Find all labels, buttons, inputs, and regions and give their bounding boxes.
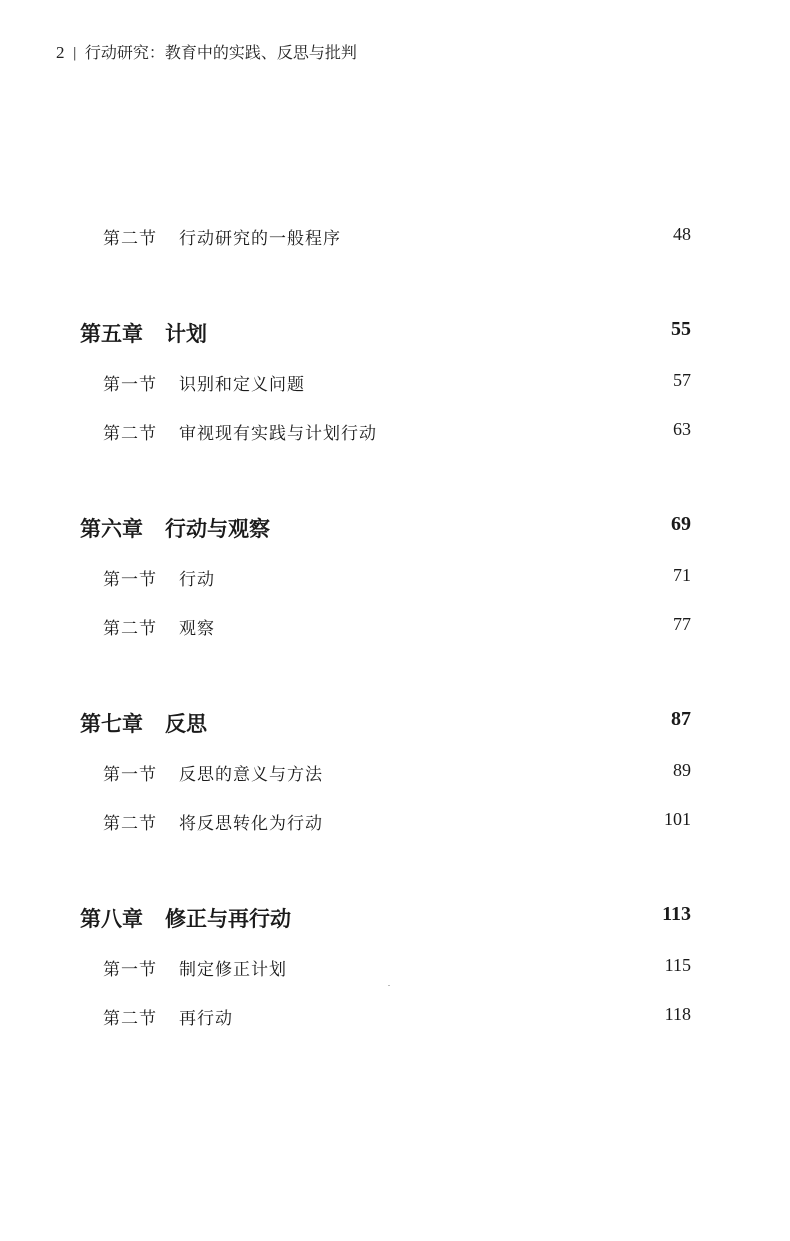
toc-section-entry[interactable] xyxy=(0,614,790,644)
toc-section-entry[interactable] xyxy=(0,809,790,839)
section-title: 制定修正计划 xyxy=(179,960,287,980)
toc-entry-label-group xyxy=(80,708,207,738)
section-number: 第一节 xyxy=(103,960,157,980)
chapter-title: 反思 xyxy=(165,711,207,736)
toc-entry-label-group xyxy=(103,1004,233,1029)
chapter-number: 第五章 xyxy=(80,321,143,346)
section-page-number: 48 xyxy=(673,224,691,244)
toc-entry-label-group xyxy=(103,955,287,980)
toc-chapter-entry[interactable] xyxy=(0,903,790,933)
chapter-number: 第七章 xyxy=(80,711,143,736)
section-page-number: 71 xyxy=(673,565,691,585)
section-page-number: 77 xyxy=(673,614,691,634)
chapter-page-number: 113 xyxy=(662,903,691,925)
chapter-title: 计划 xyxy=(165,321,207,346)
section-number: 第一节 xyxy=(103,375,157,395)
toc-chapter-entry[interactable] xyxy=(0,513,790,543)
section-number: 第二节 xyxy=(103,619,157,639)
section-page-number: 89 xyxy=(673,760,691,780)
section-title: 审视现有实践与计划行动 xyxy=(179,424,377,444)
toc-section-entry[interactable] xyxy=(0,419,790,449)
toc-entry-label-group xyxy=(103,809,323,834)
toc-entry-label-group xyxy=(80,903,291,933)
toc-section-entry[interactable] xyxy=(0,370,790,400)
toc-chapter-entry[interactable] xyxy=(0,708,790,738)
section-number: 第一节 xyxy=(103,570,157,590)
toc-entry-label-group xyxy=(80,513,270,543)
toc-entry-label-group xyxy=(103,760,323,785)
section-page-number: 101 xyxy=(664,809,691,829)
toc-chapter-entry[interactable] xyxy=(0,318,790,348)
section-title: 行动 xyxy=(179,570,215,590)
chapter-number: 第八章 xyxy=(80,906,143,931)
section-number: 第一节 xyxy=(103,765,157,785)
toc-section-entry[interactable] xyxy=(0,565,790,595)
running-header xyxy=(56,40,357,63)
book-title: 行动研究：教育中的实践、反思与批判 xyxy=(84,43,357,62)
section-title: 行动研究的一般程序 xyxy=(179,229,341,249)
section-title: 再行动 xyxy=(179,1009,233,1029)
toc-entry-label-group xyxy=(103,614,215,639)
chapter-number: 第六章 xyxy=(80,516,143,541)
toc-section-entry[interactable] xyxy=(0,1004,790,1034)
scan-speck xyxy=(388,985,390,986)
section-page-number: 118 xyxy=(664,1004,691,1024)
chapter-title: 行动与观察 xyxy=(165,516,270,541)
toc-entry-label-group xyxy=(103,419,377,444)
section-number: 第二节 xyxy=(103,814,157,834)
section-number: 第二节 xyxy=(103,1009,157,1029)
toc-entry-label-group xyxy=(103,370,305,395)
section-page-number: 63 xyxy=(673,419,691,439)
chapter-page-number: 87 xyxy=(671,708,691,730)
chapter-page-number: 69 xyxy=(671,513,691,535)
toc-entry-label-group xyxy=(103,224,341,249)
page-number: 2 xyxy=(56,43,65,62)
section-page-number: 115 xyxy=(664,955,691,975)
section-title: 观察 xyxy=(179,619,215,639)
chapter-title: 修正与再行动 xyxy=(165,906,291,931)
section-number: 第二节 xyxy=(103,229,157,249)
section-title: 识别和定义问题 xyxy=(179,375,305,395)
section-page-number: 57 xyxy=(673,370,691,390)
toc-section-entry[interactable] xyxy=(0,224,790,254)
toc-entry-label-group xyxy=(80,318,207,348)
toc-section-entry[interactable] xyxy=(0,955,790,985)
toc-entry-label-group xyxy=(103,565,215,590)
section-title: 将反思转化为行动 xyxy=(179,814,323,834)
toc-section-entry[interactable] xyxy=(0,760,790,790)
chapter-page-number: 55 xyxy=(671,318,691,340)
section-title: 反思的意义与方法 xyxy=(179,765,323,785)
header-separator: | xyxy=(72,46,77,61)
section-number: 第二节 xyxy=(103,424,157,444)
